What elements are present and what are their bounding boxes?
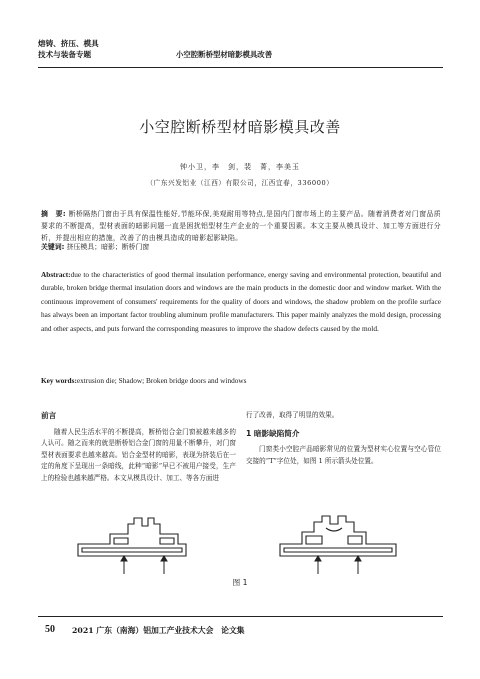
footer-rule xyxy=(38,616,443,617)
abstract-cn xyxy=(41,208,441,244)
preface-paragraph: 随着人民生活水平的不断提高，断桥铝合金门窗被越来越多的人认可。随之而来的就是断桥铝合金门窗的用量不断攀升，对门窗型材表面要求也越来越高。铝合金型材的暗影，表现为挤装后在一定的角度下呈现出一条暗线，此种“暗影”早已不被用户接受，生产上的检验也越来越严格。本文从模具设计、加工、等各方面进 xyxy=(41,427,236,482)
abstract-en-label: Abstract: xyxy=(41,270,71,279)
authors: 钟小卫，李 剑，裴 菁，李美玉 xyxy=(180,163,300,171)
page-number: 50 xyxy=(45,624,55,635)
keywords-cn-label: 关键词: xyxy=(41,243,65,251)
right-profile-drawing xyxy=(280,516,396,556)
journal-line-1: 熔铸、挤压、模具 xyxy=(38,39,99,48)
abstract-cn-text: 断桥隔热门窗由于具有保温性能好,节能环保,美观耐用等特点,是国内门窗市场上的主要产品。随着消费者对门窗品质要求的不断提高，型材表面的暗影问题一直是困扰铝型材生产企业的一个重要因素。本文主要从模具设计、加工等方面进行分析，并提出相应的措施，改善了的由模具造成的暗影起影缺陷。 xyxy=(41,210,442,242)
continued-paragraph: 行了改善，取得了明显的效果。 xyxy=(246,411,339,419)
figure-1-caption: 图 1 xyxy=(232,578,248,587)
article-title: 小空腔断桥型材暗影模具改善 xyxy=(139,118,341,136)
section-1-paragraph: 门窗类小空腔产品暗影常见的位置为型材实心位置与空心管位交接的“T”字位处，如图 1 所示箭头处位置。 xyxy=(246,445,441,465)
abstract-en xyxy=(41,268,441,335)
left-profile-arrows xyxy=(121,556,167,574)
left-profile-drawing xyxy=(78,518,186,556)
running-title: 小空腔断桥型材暗影模具改善 xyxy=(176,50,273,59)
section-1-heading: 1 暗影缺陷简介 xyxy=(246,428,300,438)
abstract-en-text: due to the characteristics of good thermal insulation performance, energy saving and environmental protection, beautiful and durable, broken bridge thermal insulation doors and windows are the main products in the domestic door and window market. With the continuous improvement of consumers' requirements for the quality of doors and windows, the shadow problem on the profile surface has always been an important factor troubling aluminum profile manufacturers. This paper mainly analyzes the mold design, processing and other aspects, and puts forward the corresponding measures to improve the shadow defects caused by the mold. xyxy=(41,270,441,333)
preface-heading: 前言 xyxy=(41,411,57,420)
right-column xyxy=(246,410,441,467)
journal-line-2: 技术与装备专题 xyxy=(38,50,92,59)
header-rule xyxy=(38,67,443,68)
abstract-cn-label: 摘 要: xyxy=(41,210,66,218)
journal-section-label xyxy=(38,38,148,60)
affiliation: （广东兴发铝业（江西）有限公司，江西宜春，336000） xyxy=(146,179,334,187)
keywords-en-text: extrusion die; Shadow; Broken bridge doors and windows xyxy=(76,376,247,385)
right-profile-arrows xyxy=(315,556,361,574)
keywords-en xyxy=(41,376,441,385)
figure-1-profile-diagram xyxy=(70,510,420,578)
left-column xyxy=(41,410,236,485)
keywords-cn xyxy=(41,241,441,251)
keywords-en-label: Key words: xyxy=(41,376,77,385)
keywords-cn-text: 挤压模具；暗影；断桥门窗 xyxy=(66,243,150,251)
conference-name: 2021 广东（南海）铝加工产业技术大会 论文集 xyxy=(72,626,245,635)
